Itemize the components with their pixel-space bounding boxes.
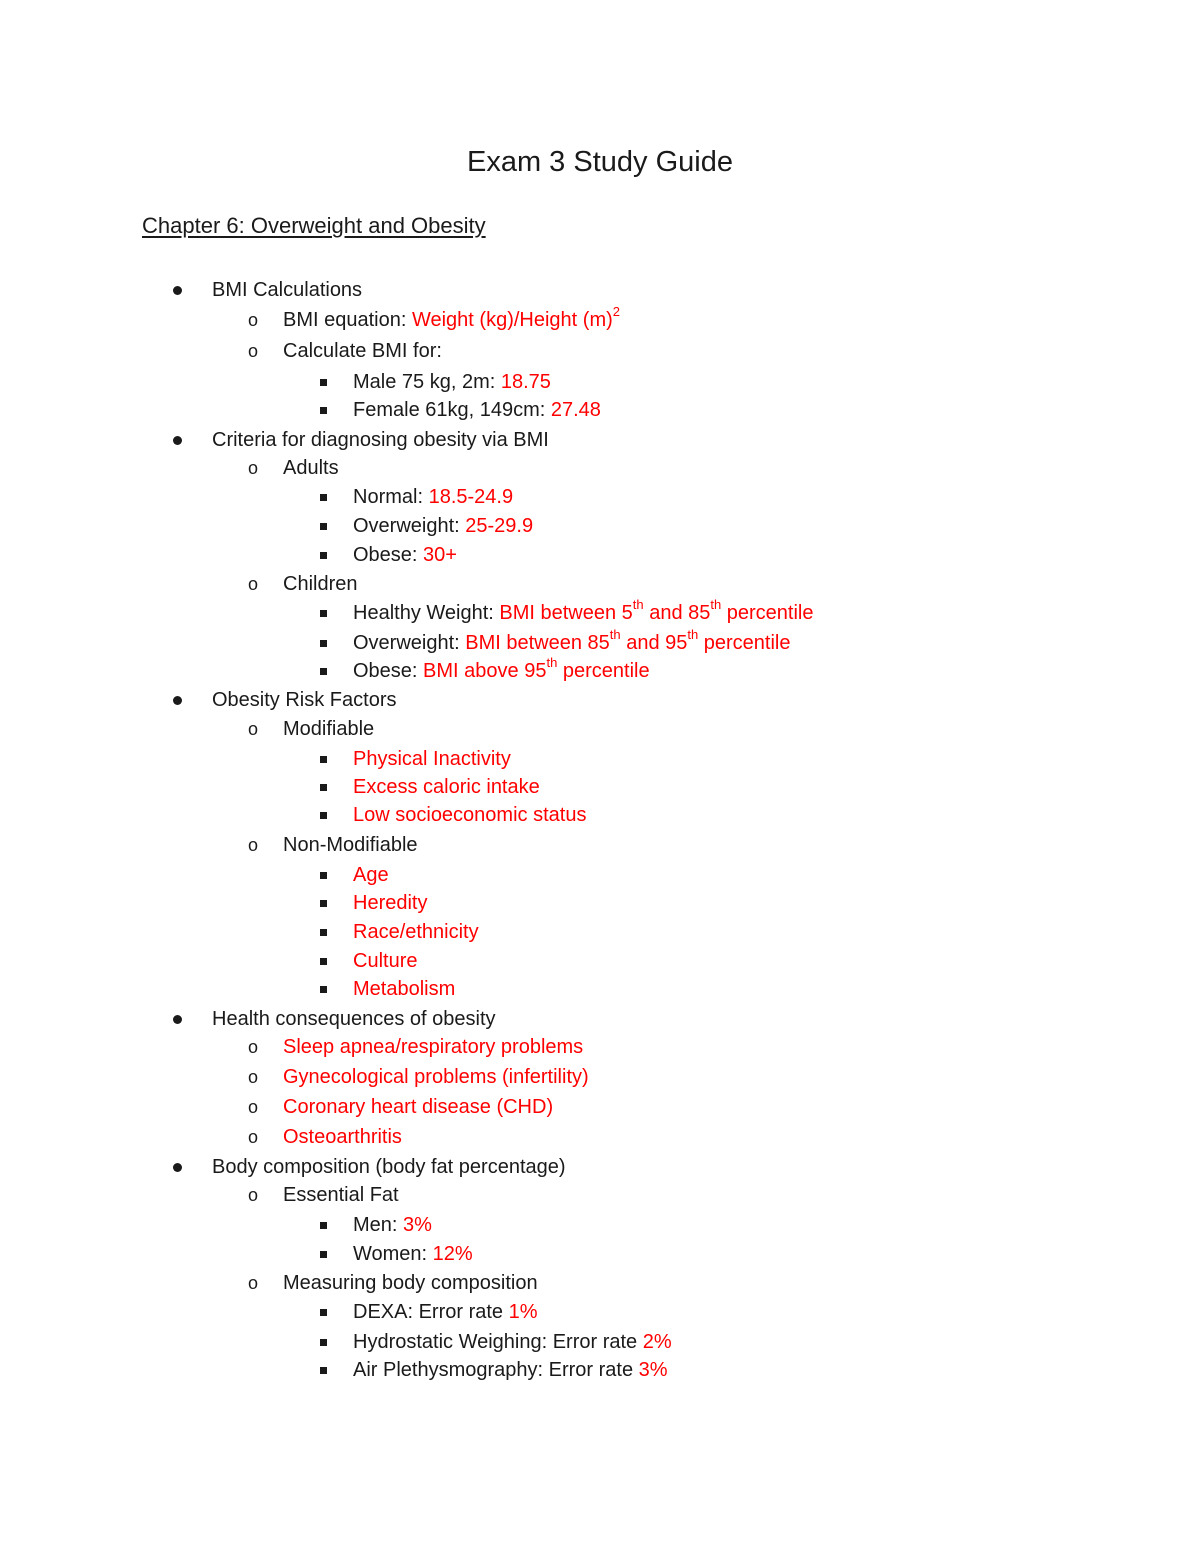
list-item: BMI Calculations: [212, 275, 362, 305]
bullet-circle-icon: o: [248, 574, 259, 594]
bullet-circle-icon: o: [248, 1127, 259, 1147]
chapter-heading: Chapter 6: Overweight and Obesity: [142, 213, 486, 238]
bullet-square-icon: [320, 772, 327, 802]
bullet-circle-icon: o: [248, 1037, 259, 1057]
list-item: Obesity Risk Factors: [212, 685, 396, 715]
list-item: Physical Inactivity: [353, 744, 511, 774]
bullet-circle-icon: o: [248, 1097, 259, 1117]
list-item: o Sleep apnea/respiratory problems: [283, 1032, 583, 1062]
list-item: Male 75 kg, 2m: 18.75: [353, 367, 551, 397]
document-title: Exam 3 Study Guide: [467, 146, 733, 178]
bullet-square-icon: [320, 628, 327, 658]
bullet-circle-icon: o: [248, 1273, 259, 1293]
list-item: o Modifiable: [283, 714, 374, 744]
bullet-circle-icon: o: [248, 1185, 259, 1205]
list-item: Metabolism: [353, 974, 455, 1004]
bullet-dot-icon: [173, 685, 182, 715]
list-item: o Coronary heart disease (CHD): [283, 1092, 553, 1122]
list-item: Excess caloric intake: [353, 772, 540, 802]
list-item: Body composition (body fat percentage): [212, 1152, 566, 1182]
list-item: o Non-Modifiable: [283, 830, 418, 860]
bullet-square-icon: [320, 1327, 327, 1357]
bullet-square-icon: [320, 744, 327, 774]
list-item: o Gynecological problems (infertility): [283, 1062, 589, 1092]
bullet-dot-icon: [173, 275, 182, 305]
bullet-circle-icon: o: [248, 458, 259, 478]
bullet-square-icon: [320, 1355, 327, 1385]
bullet-square-icon: [320, 860, 327, 890]
list-item: Age: [353, 860, 389, 890]
list-item: Criteria for diagnosing obesity via BMI: [212, 425, 549, 455]
list-item: o Osteoarthritis: [283, 1122, 402, 1152]
bullet-square-icon: [320, 656, 327, 686]
list-item: Air Plethysmography: Error rate 3%: [353, 1355, 668, 1385]
bullet-square-icon: [320, 974, 327, 1004]
bullet-circle-icon: o: [248, 341, 259, 361]
bullet-dot-icon: [173, 1152, 182, 1182]
list-item: o Measuring body composition: [283, 1268, 538, 1298]
list-item: Women: 12%: [353, 1239, 473, 1269]
bullet-square-icon: [320, 1239, 327, 1269]
bullet-square-icon: [320, 482, 327, 512]
bullet-square-icon: [320, 946, 327, 976]
list-item: Female 61kg, 149cm: 27.48: [353, 395, 601, 425]
bullet-square-icon: [320, 367, 327, 397]
bullet-square-icon: [320, 917, 327, 947]
list-item: Overweight: 25-29.9: [353, 511, 533, 541]
bullet-circle-icon: o: [248, 719, 259, 739]
bullet-square-icon: [320, 511, 327, 541]
list-item: Obese: 30+: [353, 540, 457, 570]
bullet-circle-icon: o: [248, 835, 259, 855]
bullet-circle-icon: o: [248, 310, 259, 330]
list-item: Healthy Weight: BMI between 5th and 85th percentile: [353, 598, 814, 628]
bullet-square-icon: [320, 1297, 327, 1327]
list-item: Culture: [353, 946, 417, 976]
list-item: Men: 3%: [353, 1210, 432, 1240]
list-item: Overweight: BMI between 85th and 95th percentile: [353, 628, 791, 658]
list-item: o Calculate BMI for:: [283, 336, 442, 366]
list-item: Heredity: [353, 888, 427, 918]
list-item: Low socioeconomic status: [353, 800, 586, 830]
bullet-dot-icon: [173, 1004, 182, 1034]
bullet-square-icon: [320, 598, 327, 628]
bullet-circle-icon: o: [248, 1067, 259, 1087]
bullet-square-icon: [320, 800, 327, 830]
list-item: Normal: 18.5-24.9: [353, 482, 513, 512]
bullet-dot-icon: [173, 425, 182, 455]
list-item: o Essential Fat: [283, 1180, 399, 1210]
bullet-square-icon: [320, 888, 327, 918]
list-item: Health consequences of obesity: [212, 1004, 496, 1034]
list-item: Obese: BMI above 95th percentile: [353, 656, 650, 686]
bullet-square-icon: [320, 1210, 327, 1240]
bullet-square-icon: [320, 540, 327, 570]
bullet-square-icon: [320, 395, 327, 425]
list-item: DEXA: Error rate 1%: [353, 1297, 538, 1327]
list-item: Race/ethnicity: [353, 917, 479, 947]
list-item: o BMI equation: Weight (kg)/Height $(m)^2$: [283, 305, 620, 335]
list-item: o Children: [283, 569, 357, 599]
list-item: o Adults: [283, 453, 339, 483]
list-item: Hydrostatic Weighing: Error rate 2%: [353, 1327, 672, 1357]
